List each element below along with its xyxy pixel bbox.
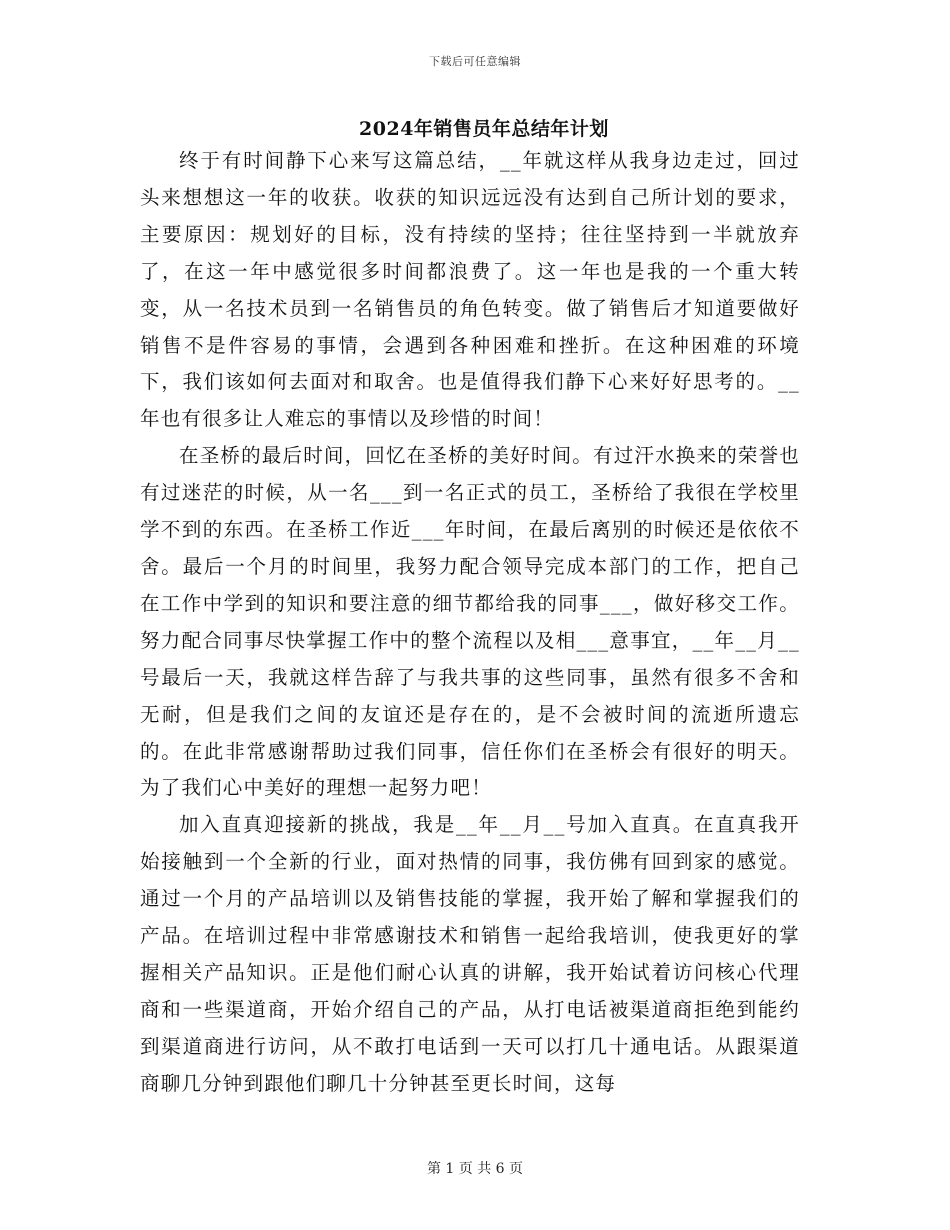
paragraph: 终于有时间静下心来写这篇总结，__年就这样从我身边走过，回过头来想想这一年的收获。收获的知识远远没有达到自己所计划的要求，主要原因：规划好的目标，没有持续的坚持；往往坚持到一半就放弃了，在这一年中感觉很多时间都浪费了。这一年也是我的一个重大转变，从一名技术员到一名销售员的角色转变。做了销售后才知道要做好销售不是件容易的事情，会遇到各种困难和挫折。在这种困难的环境下，我们该如何去面对和取舍。也是值得我们静下心来好好思考的。__年也有很多让人难忘的事情以及珍惜的时间！ bbox=[140, 149, 800, 431]
header-note: 下载后可任意编辑 bbox=[429, 55, 521, 68]
document-title: 2024年销售员年总结年计划 bbox=[359, 118, 609, 140]
paragraph: 加入直真迎接新的挑战，我是__年__月__号加入直真。在直真我开始接触到一个全新的行业，面对热情的同事，我仿佛有回到家的感觉。通过一个月的产品培训以及销售技能的掌握，我开始了解和掌握我们的产品。在培训过程中非常感谢技术和销售一起给我培训，使我更好的掌握相关产品知识。正是他们耐心认真的讲解，我开始试着访问核心代理商和一些渠道商，开始介绍自己的产品，从打电话被渠道商拒绝到能约到渠道商进行访问，从不敢打电话到一天可以打几十通电话。从跟渠道商聊几分钟到跟他们聊几十分钟甚至更长时间，这每 bbox=[140, 813, 800, 1095]
page-footer: 第 1 页 共 6 页 bbox=[426, 1161, 524, 1177]
document-body bbox=[140, 143, 800, 1103]
paragraph: 在圣桥的最后时间，回忆在圣桥的美好时间。有过汗水换来的荣誉也有过迷茫的时候，从一名___到一名正式的员工，圣桥给了我很在学校里学不到的东西。在圣桥工作近___年时间，在最后离别的时候还是依依不舍。最后一个月的时间里，我努力配合领导完成本部门的工作，把自己在工作中学到的知识和要注意的细节都给我的同事___，做好移交工作。努力配合同事尽快掌握工作中的整个流程以及相___意事宜，__年__月__号最后一天，我就这样告辞了与我共事的这些同事，虽然有很多不舍和无耐，但是我们之间的友谊还是存在的，是不会被时间的流逝所遗忘的。在此非常感谢帮助过我们同事，信任你们在圣桥会有很好的明天。为了我们心中美好的理想一起努力吧！ bbox=[140, 444, 801, 800]
